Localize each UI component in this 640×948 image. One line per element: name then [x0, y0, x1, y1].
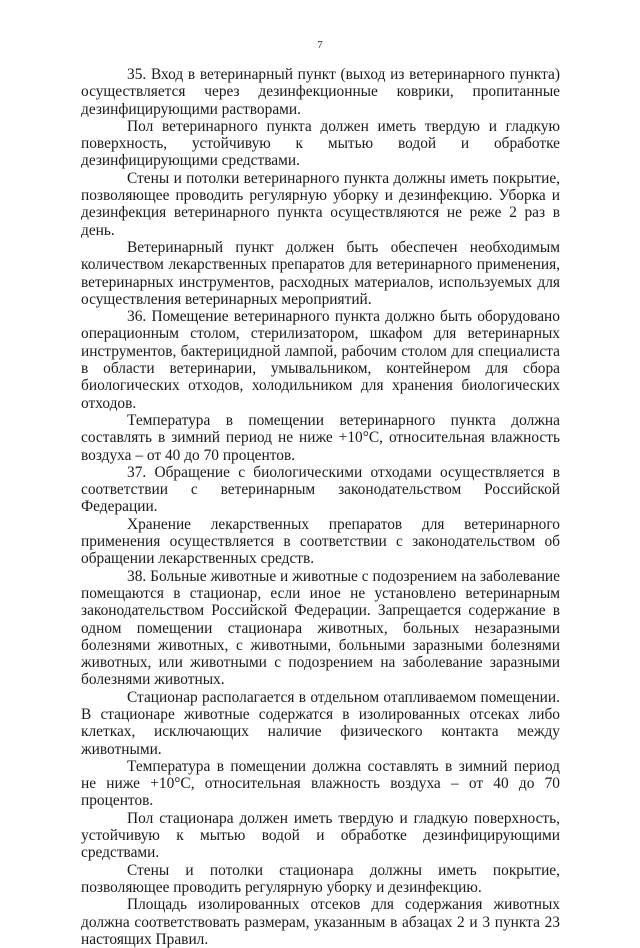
paragraph-compartment-area: Площадь изолированных отсеков для содержания животных должна соответствовать размерам, указанным в абзацах 2 и 3 пункта 23 настоящих Правил.	[81, 896, 560, 948]
paragraph-walls-ceilings: Стены и потолки ветеринарного пункта должны иметь покрытие, позволяющее проводить регулярную уборку и дезинфекцию. Уборка и дезинфекция ветеринарного пункта осуществляются не реже 2 раз в день.	[81, 169, 560, 239]
paragraph-hospital-temperature: Температура в помещении должна составлять в зимний период не ниже +10°С, относительная влажность воздуха – от 40 до 70 процентов.	[81, 757, 560, 810]
paragraph-37-waste: 37. Обращение с биологическими отходами осуществляется в соответствии с ветеринарным законодательством Российской Федерации.	[81, 463, 560, 516]
paragraph-36-equipment: 36. Помещение ветеринарного пункта должно быть оборудовано операционным столом, стерилизатором, шкафом для ветеринарных инструментов, бактерицидной лампой, рабочим столом для специалиста в области ветеринарии, умывальником, контейнером для сбора биологических отходов, холодильником для хранения биологических отходов.	[81, 308, 560, 412]
paragraph-drug-storage: Хранение лекарственных препаратов для ветеринарного применения осуществляется в соответствии с законодательством об обращении лекарственных средств.	[81, 515, 560, 568]
paragraph-35-entrance: 35. Вход в ветеринарный пункт (выход из ветеринарного пункта) осуществляется через дезинфекционные коврики, пропитанные дезинфицирующими растворами.	[81, 66, 560, 118]
paragraph-supplies: Ветеринарный пункт должен быть обеспечен необходимым количеством лекарственных препаратов для ветеринарного применения, ветеринарных инструментов, расходных материалов, используемых для осуществления ветеринарных мероприятий.	[81, 238, 560, 308]
page-number: 7	[317, 39, 323, 51]
paragraph-38-sick-animals: 38. Больные животные и животные с подозрением на заболевание помещаются в стационар, если иное не установлено ветеринарным законодательством Российской Федерации. Запрещается содержание в одном помещении стационара животных, больных незаразными болезнями животных, с животными, больными заразными болезнями животных, или животными с подозрением на заболевание заразными болезнями животных.	[81, 567, 560, 689]
paragraph-floor: Пол ветеринарного пункта должен иметь твердую и гладкую поверхность, устойчивую к мытью водой и обработке дезинфицирующими средствами.	[81, 117, 560, 170]
paragraph-hospital-location: Стационар располагается в отдельном отапливаемом помещении. В стационаре животные содержатся в изолированных отсеках либо клетках, исключающих наличие физического контакта между животными.	[81, 688, 560, 758]
paragraph-hospital-walls: Стены и потолки стационара должны иметь покрытие, позволяющее проводить регулярную уборку и дезинфекцию.	[81, 861, 560, 896]
paragraph-temperature: Температура в помещении ветеринарного пункта должна составлять в зимний период не ниже +10°С, относительная влажность воздуха – от 40 до 70 процентов.	[81, 411, 560, 464]
paragraph-hospital-floor: Пол стационара должен иметь твердую и гладкую поверхность, устойчивую к мытью водой и обработке дезинфицирующими средствами.	[81, 809, 560, 862]
document-body	[81, 66, 560, 948]
